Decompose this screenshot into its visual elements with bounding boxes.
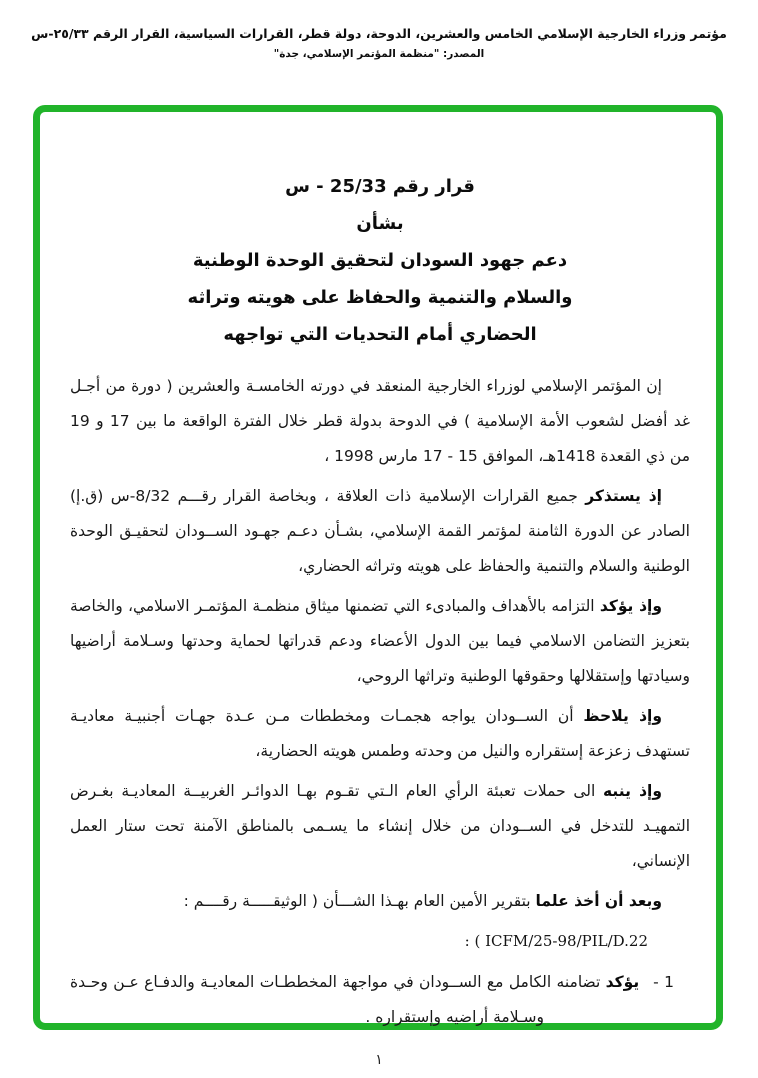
paragraph-text: إن المؤتمر الإسلامي لوزراء الخارجية المنعقد في دورته الخامسـة والعشرين ( دورة من أجـل غد أفضل لشعوب الأمة الإسلامية ) في الدوحة بدولة قطر خلال الفترة الواقعة ما بين 17 و 19 من ذي القعدة 1418هـ، الموافق 15 - 17 مارس 1998 ، (70, 377, 690, 465)
paragraph-text: جميع القرارات الإسلامية ذات العلاقة ، وبخاصة القرار رقـــم 8/32-س (ق.إ) الصادر عن الدورة الثامنة لمؤتمر القمة الإسلامي، بشـأن دعـم جهـود الســودان لتحقيـق الوحدة الوطنية والسلام والتنمية والحفاظ على هويته وتراثه الحضاري، (70, 487, 690, 575)
item-text: تضامنه الكامل مع الســودان في مواجهة المخططـات المعاديـة والدفـاع عـن وحـدة وسـلامة أراضيه وإستقراره . (70, 973, 606, 1026)
paragraph-lead: وإذ يؤكد (599, 597, 662, 615)
title-line-subject-3: الحضاري أمام التحديات التي تواجهه (223, 324, 537, 345)
paragraph-lead: وإذ ينبه (603, 782, 662, 800)
document-reference-code: : ( ICFM/25-98/PIL/D.22 (464, 932, 648, 950)
document-header (0, 0, 758, 60)
paragraph-text: التزامه بالأهداف والمبادىء التي تضمنها ميثاق منظمـة المؤتمـر الاسلامي، والخاصة بتعزيز التضامن الاسلامي فيما بين الدول الأعضاء ودعم قدراتها لحماية وحدتها وسـلامة أراضيها وسيادتها وإستقلالها وحقوقها الوطنية وتراثها الروحي، (70, 597, 690, 685)
preamble-paragraph (70, 479, 690, 584)
operative-item (70, 965, 674, 1035)
preamble-paragraph (70, 369, 690, 474)
preamble-paragraph (70, 589, 690, 694)
title-line-subject-1: دعم جهود السودان لتحقيق الوحدة الوطنية (192, 250, 568, 271)
decision-frame (33, 105, 723, 1030)
page-number: ١ (375, 1052, 383, 1068)
title-line-regarding: بشأن (356, 213, 404, 234)
header-citation-line: مؤتمر وزراء الخارجية الإسلامي الخامس والعشرين، الدوحة، دولة قطر، القرارات السياسية، القرار الرقم ٢٥/٣٣-س (31, 26, 727, 41)
header-source-line: المصدر: "منظمة المؤتمر الإسلامي، جدة" (273, 48, 485, 60)
preamble-paragraph (70, 884, 690, 919)
preamble-paragraph (70, 699, 690, 769)
paragraph-lead: وبعد أن أخذ علما (535, 892, 662, 910)
preamble-paragraph (70, 774, 690, 879)
title-line-subject-2: والسلام والتنمية والحفاظ على هويته وتراثه (187, 287, 573, 308)
document-reference (112, 924, 690, 959)
paragraph-text: أن الســودان يواجه هجمـات ومخططات مـن عـدة جهـات أجنبيـة معاديـة تستهدف زعزعة إستقراره والنيل من وحدته وطمس هويته الحضارية، (70, 707, 690, 760)
paragraph-text: بتقرير الأمين العام بهـذا الشـــأن ( الوثيقـــــة رقــــم : (183, 892, 536, 910)
paragraph-lead: إذ يستذكر (585, 487, 662, 505)
decision-title (70, 168, 690, 353)
paragraph-text: الى حملات تعبئة الرأي العام الـتي تقـوم بهـا الدوائـر الغربيــة المعاديـة بغـرض التمهيـد للتدخل في الســودان من خلال إنشاء ما يسـمى بالمناطق الآمنة تحت ستار العمل الإنساني، (70, 782, 690, 870)
title-line-number: قرار رقم 25/33 - س (285, 176, 475, 197)
decision-body (70, 369, 690, 1035)
item-number: 1 - (653, 973, 674, 991)
item-lead: يؤكد (605, 973, 640, 991)
decision-content (40, 112, 716, 1035)
paragraph-lead: وإذ يلاحظ (583, 707, 663, 725)
